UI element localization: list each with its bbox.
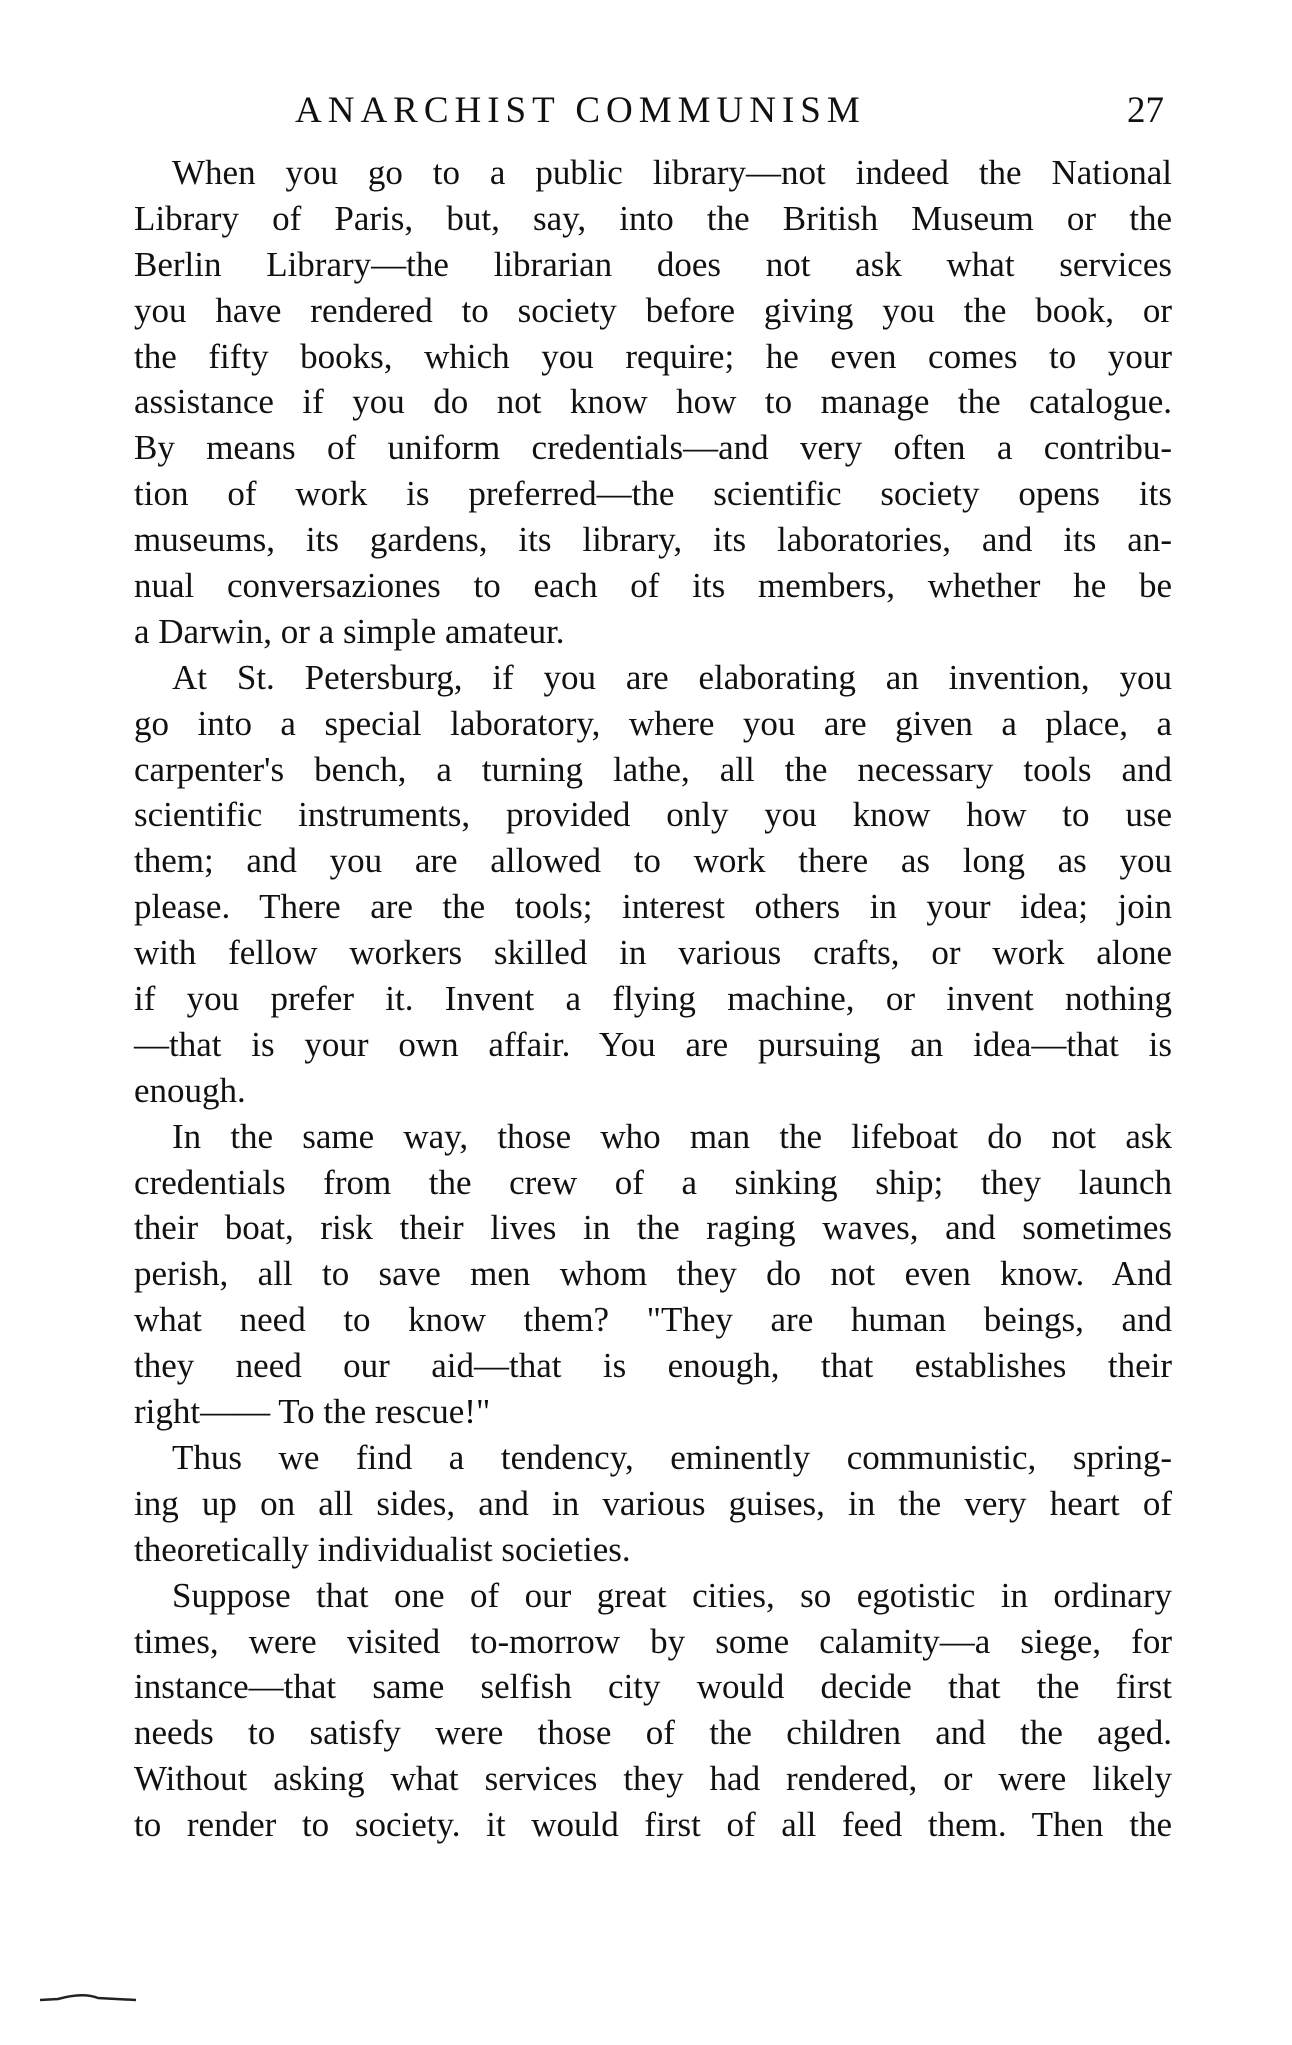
running-title: ANARCHIST COMMUNISM — [295, 90, 866, 131]
text-line: nual conversaziones to each of its members, whether he be — [134, 566, 1172, 606]
text-line: times, were visited to-morrow by some calamity—a siege, for — [134, 1621, 1172, 1661]
text-line: credentials from the crew of a sinking ship; they launch — [134, 1162, 1172, 1202]
text-line: they need our aid—that is enough, that establishes their — [134, 1346, 1172, 1386]
page-edge-mark — [38, 1990, 138, 2004]
text-line: Thus we find a tendency, eminently communistic, spring- — [172, 1437, 1172, 1477]
body-text — [134, 150, 1172, 1848]
text-line: to render to society. it would first of all feed them. Then the — [134, 1805, 1172, 1845]
text-line: Without asking what services they had rendered, or were likely — [134, 1759, 1172, 1799]
text-line: scientific instruments, provided only you know how to use — [134, 795, 1172, 835]
text-line: At St. Petersburg, if you are elaborating an invention, you — [172, 657, 1172, 697]
running-head — [170, 86, 1164, 136]
page-number: 27 — [1127, 90, 1164, 131]
text-line: By means of uniform credentials—and very often a contribu- — [134, 428, 1172, 468]
text-line: In the same way, those who man the lifeboat do not ask — [172, 1116, 1172, 1156]
text-line: please. There are the tools; interest others in your idea; join — [134, 887, 1172, 927]
text-line: with fellow workers skilled in various crafts, or work alone — [134, 933, 1172, 973]
text-line: the fifty books, which you require; he even comes to your — [134, 336, 1172, 376]
text-line: tion of work is preferred—the scientific society opens its — [134, 474, 1172, 514]
text-line: carpenter's bench, a turning lathe, all the necessary tools and — [134, 749, 1172, 789]
text-line: a Darwin, or a simple amateur. — [134, 611, 565, 651]
text-line: instance—that same selfish city would decide that the first — [134, 1667, 1172, 1707]
text-line: ing up on all sides, and in various guises, in the very heart of — [134, 1483, 1172, 1523]
text-line: theoretically individualist societies. — [134, 1529, 631, 1569]
text-line: what need to know them? "They are human beings, and — [134, 1300, 1172, 1340]
text-line: right—— To the rescue!" — [134, 1392, 491, 1432]
text-line: them; and you are allowed to work there as long as you — [134, 841, 1172, 881]
text-line: enough. — [134, 1070, 246, 1110]
text-line: go into a special laboratory, where you are given a place, a — [134, 703, 1172, 743]
text-line: Library of Paris, but, say, into the British Museum or the — [134, 198, 1172, 238]
text-line: if you prefer it. Invent a flying machine, or invent nothing — [134, 979, 1172, 1019]
text-line: perish, all to save men whom they do not even know. And — [134, 1254, 1172, 1294]
text-line: assistance if you do not know how to manage the catalogue. — [134, 382, 1172, 422]
text-line: needs to satisfy were those of the children and the aged. — [134, 1713, 1172, 1753]
text-line: museums, its gardens, its library, its laboratories, and its an- — [134, 520, 1172, 560]
text-line: —that is your own affair. You are pursuing an idea—that is — [134, 1024, 1172, 1064]
text-line: you have rendered to society before giving you the book, or — [134, 290, 1172, 330]
text-line: Suppose that one of our great cities, so egotistic in ordinary — [172, 1575, 1172, 1615]
text-line: their boat, risk their lives in the raging waves, and sometimes — [134, 1208, 1172, 1248]
text-line: Berlin Library—the librarian does not ask what services — [134, 244, 1172, 284]
text-line: When you go to a public library—not indeed the National — [172, 153, 1172, 192]
